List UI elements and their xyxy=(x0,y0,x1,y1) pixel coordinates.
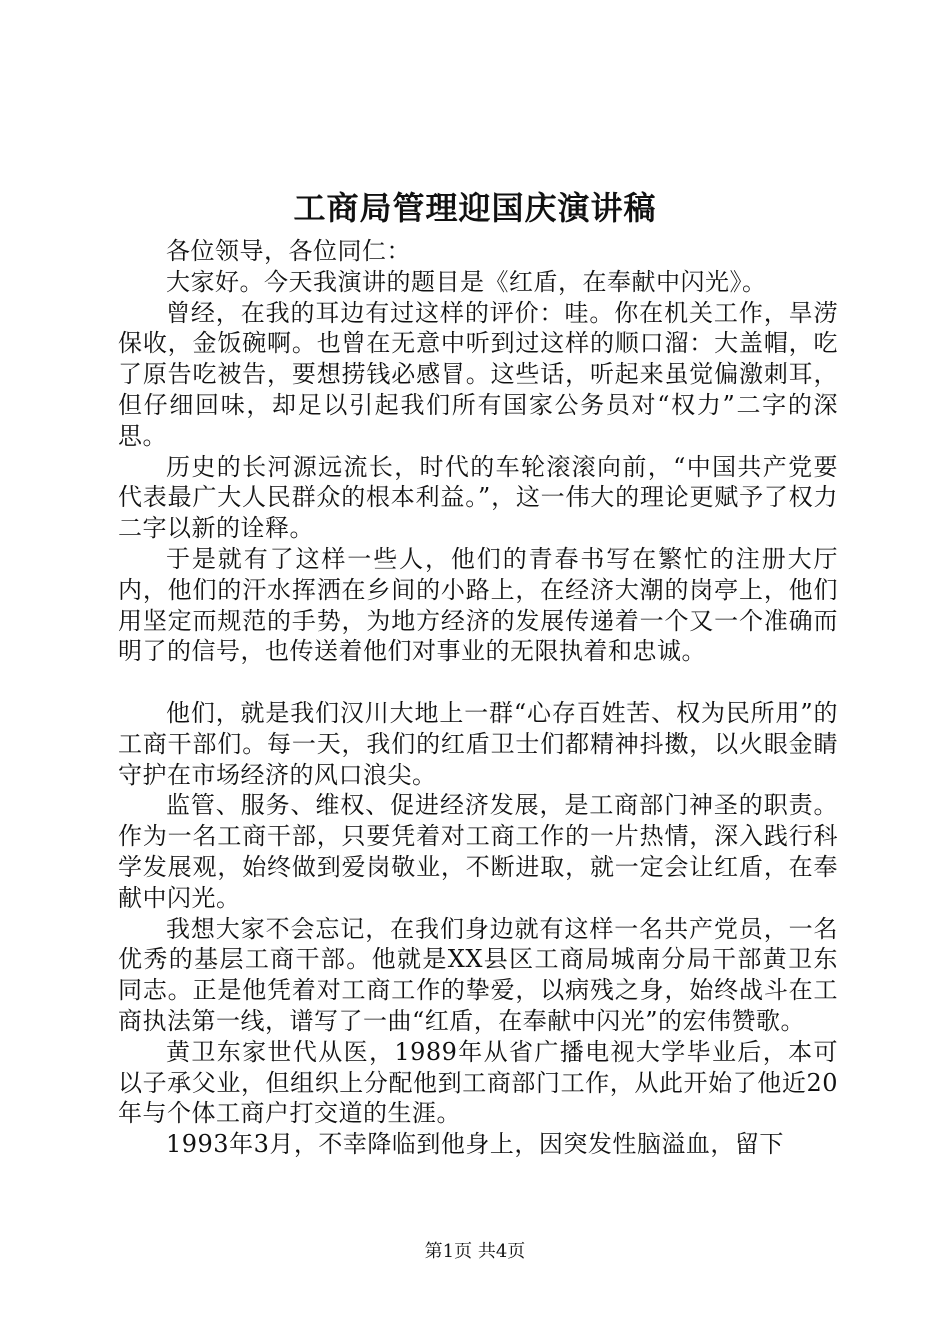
page-footer: 第1页 共4页 xyxy=(424,1241,526,1262)
document-title: 工商局管理迎国庆演讲稿 xyxy=(293,189,657,227)
paragraph: 他们，就是我们汉川大地上一群“心存百姓苦、权为民所用”的工商干部们。每一天，我们的红盾卫士们都精神抖擞，以火眼金睛守护在市场经济的风口浪尖。 xyxy=(118,698,838,789)
paragraph: 曾经，在我的耳边有过这样的评价：哇。你在机关工作，旱涝保收，金饭碗啊。也曾在无意中听到过这样的顺口溜：大盖帽，吃了原告吃被告，要想捞钱必感冒。这些话，听起来虽觉偏激刺耳，但仔细回味，却足以引起我们所有国家公务员对“权力”二字的深思。 xyxy=(118,298,838,450)
paragraph-topic: 大家好。今天我演讲的题目是《红盾，在奉献中闪光》。 xyxy=(166,267,767,296)
paragraph: 1993年3月，不幸降临到他身上，因突发性脑溢血，留下 xyxy=(166,1130,784,1159)
paragraph: 历史的长河源远流长，时代的车轮滚滚向前，“中国共产党要代表最广大人民群众的根本利益。”，这一伟大的理论更赋予了权力二字以新的诠释。 xyxy=(118,452,838,543)
paragraph: 我想大家不会忘记，在我们身边就有这样一名共产党员，一名优秀的基层工商干部。他就是XX县区工商局城南分局干部黄卫东同志。正是他凭着对工商工作的挚爱，以病残之身，始终战斗在工商执法第一线，谱写了一曲“红盾，在奉献中闪光”的宏伟赞歌。 xyxy=(118,914,838,1035)
document-body xyxy=(118,236,838,1160)
paragraph: 监管、服务、维权、促进经济发展，是工商部门神圣的职责。作为一名工商干部，只要凭着对工商工作的一片热情，深入践行科学发展观，始终做到爱岗敬业，不断进取，就一定会让红盾，在奉献中闪光。 xyxy=(118,791,838,912)
paragraph: 黄卫东家世代从医，1989年从省广播电视大学毕业后，本可以子承父业，但组织上分配他到工商部门工作，从此开始了他近20年与个体工商户打交道的生涯。 xyxy=(118,1037,838,1128)
paragraph: 于是就有了这样一些人，他们的青春书写在繁忙的注册大厅内，他们的汗水挥洒在乡间的小路上，在经济大潮的岗亭上，他们用坚定而规范的手势，为地方经济的发展传递着一个又一个准确而明了的信号，也传送着他们对事业的无限执着和忠诚。 xyxy=(118,544,838,666)
paragraph-greeting: 各位领导，各位同仁： xyxy=(166,237,411,265)
